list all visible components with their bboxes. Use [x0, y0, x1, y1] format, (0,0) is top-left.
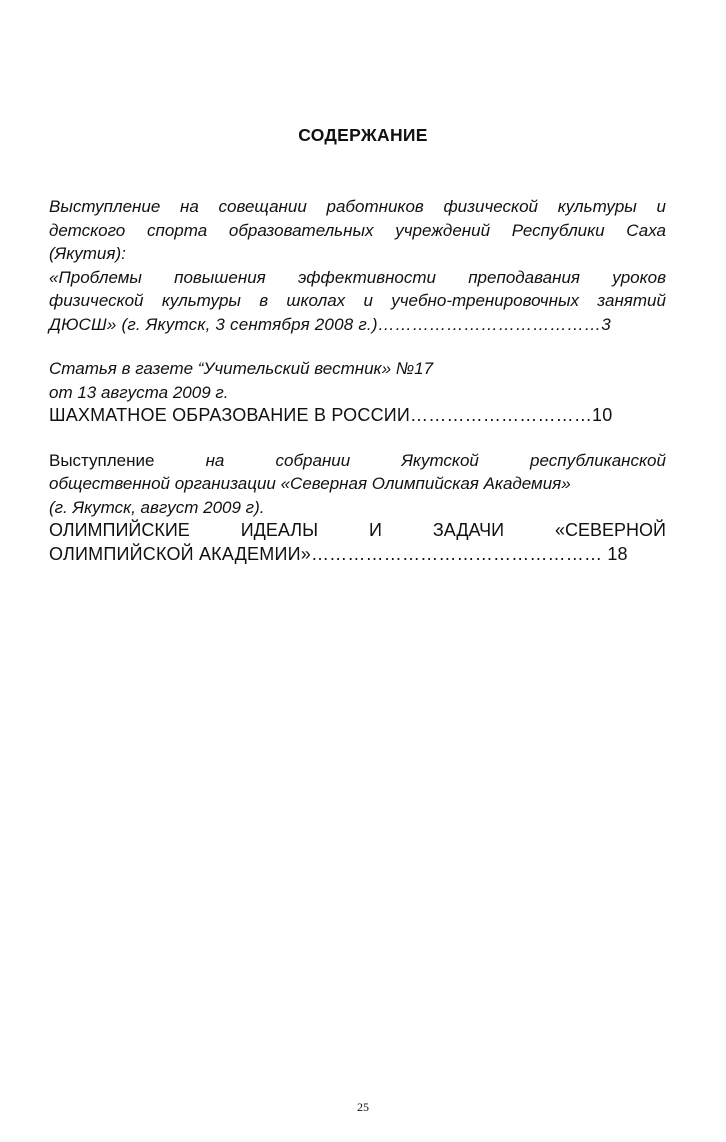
toc-entry-1-line-6: ДЮСШ» (г. Якутск, 3 сентября 2008 г.)…………………………………3: [49, 314, 611, 334]
toc-entry-2: [49, 357, 666, 428]
toc-entry-3-line-2: общественной организации «Северная Олимпийская Академия»: [49, 474, 571, 493]
toc-entry-3-line-5: ОЛИМПИЙСКОЙ АКАДЕМИИ»………………………………………… 18: [49, 543, 628, 564]
table-of-contents: [49, 195, 666, 566]
toc-entry-3-line-4: ОЛИМПИЙСКИЕ ИДЕАЛЫ И ЗАДАЧИ «СЕВЕРНОЙ: [49, 520, 666, 540]
toc-entry-1-line-2: детского спорта образовательных учреждений Республики Саха: [49, 220, 666, 240]
toc-entry-3: [49, 449, 666, 567]
toc-entry-1-line-3: (Якутия):: [49, 244, 126, 263]
toc-entry-1-line-5: физической культуры в школах и учебно-тренировочных занятий: [49, 291, 666, 310]
toc-entry-1: [49, 195, 666, 336]
toc-entry-3-line-3: (г. Якутск, август 2009 г).: [49, 497, 265, 517]
toc-entry-1-line-1: Выступление на совещании работников физической культуры и: [49, 197, 666, 216]
toc-entry-2-line-1: Статья в газете “Учительский вестник» №17: [49, 359, 434, 378]
page-number: 25: [357, 1100, 369, 1114]
toc-entry-3-line-1: Выступление на собрании Якутской республиканской: [49, 450, 666, 470]
toc-entry-1-line-4: «Проблемы повышения эффективности преподавания уроков: [49, 267, 666, 287]
toc-entry-2-line-2: от 13 августа 2009 г.: [49, 382, 229, 402]
page-title: СОДЕРЖАНИЕ: [298, 125, 428, 145]
toc-entry-2-line-3: ШАХМАТНОЕ ОБРАЗОВАНИЕ В РОССИИ…………………………10: [49, 405, 613, 425]
